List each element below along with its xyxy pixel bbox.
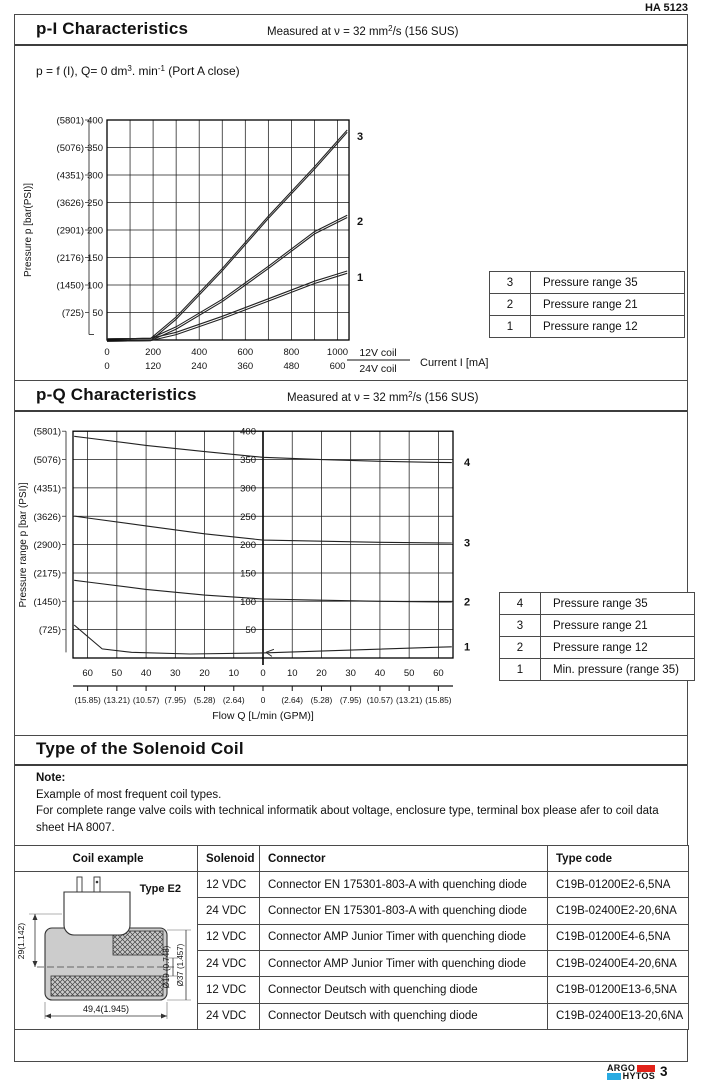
connector-pin (94, 877, 100, 892)
x-tick-24v: 360 (237, 361, 254, 372)
type-code-cell: C19B-02400E13-20,6NA (548, 1003, 689, 1029)
x-tick-12v: 1000 (326, 347, 349, 358)
dim-height-label: 29(1.142) (16, 922, 26, 960)
x-tick-lmin: 50 (403, 668, 415, 679)
note-line: Example of most frequent coil types. (36, 788, 222, 801)
x-tick-lmin: 60 (82, 668, 93, 679)
legend-row (490, 294, 685, 316)
coil-12v-label: 12V coil (359, 347, 397, 359)
legend-curve-number: 2 (500, 637, 541, 659)
x-tick-12v: 800 (283, 347, 300, 358)
psi-tick-label: (4351) (33, 483, 61, 495)
x-tick-12v: 600 (237, 347, 254, 358)
curve-label-2: 2 (464, 596, 471, 609)
legend-curve-label: Pressure range 35 (541, 593, 695, 615)
psi-tick-label: (1450) (56, 280, 84, 292)
curve-label-3: 3 (357, 131, 364, 144)
legend-curve-number: 3 (490, 272, 531, 294)
x-tick-gpm: (10.57) (366, 695, 394, 705)
p-i-chart (20, 110, 515, 382)
p-i-legend (489, 271, 685, 338)
x-tick-lmin: 50 (111, 668, 123, 679)
x-tick-lmin: 20 (199, 668, 210, 679)
tick-label: 50 (245, 625, 256, 637)
x-tick-12v: 0 (104, 347, 110, 358)
note-line: For complete range valve coils with technical informatik about voltage, enclosure type, terminal box please afer to coil data sheet HA 8007. (36, 805, 659, 834)
coil-table-header: Coil example (15, 846, 198, 872)
solenoid-cell: 24 VDC (198, 898, 260, 924)
tick-label: 200 (240, 540, 256, 552)
solenoid-cell: 12 VDC (198, 872, 260, 898)
psi-tick-label: (3626) (56, 198, 84, 209)
tick-label: 300 (240, 483, 256, 495)
psi-tick-label: (2176) (56, 253, 84, 264)
legend-row (500, 593, 695, 615)
tick-label: 150 (240, 568, 256, 580)
x-tick-gpm: (13.21) (103, 695, 130, 705)
psi-tick-label: (5801) (56, 115, 84, 127)
measured-text: /s (156 SUS) (412, 392, 479, 404)
psi-tick-label: (725) (38, 625, 61, 637)
curve-1 (107, 271, 347, 339)
x-tick-gpm: (2.64) (222, 695, 245, 705)
tick-label: 200 (87, 225, 103, 237)
psi-tick-label: (725) (61, 308, 84, 319)
logo-blue-block (607, 1073, 621, 1080)
legend-curve-label: Pressure range 12 (541, 637, 695, 659)
measured-sup: 2 (388, 24, 393, 33)
dim-d37-label: Ø37 (1.457) (176, 943, 185, 987)
section-header-pq (15, 380, 687, 412)
connector-pin-dot (96, 881, 99, 884)
measured-note-pi (267, 24, 458, 38)
x-tick-12v: 400 (191, 347, 208, 358)
curve-label-3: 3 (464, 537, 471, 550)
x-tick-24v: 480 (283, 361, 300, 372)
type-code-cell: C19B-02400E2-20,6NA (548, 898, 689, 924)
x-tick-gpm: 0 (260, 695, 266, 705)
connector-cell: Connector Deutsch with quenching diode (260, 977, 548, 1003)
section-header-pi (15, 14, 687, 46)
note-block (36, 770, 672, 836)
measured-text: Measured at ν = 32 mm (267, 26, 389, 38)
coil-table-row (15, 872, 689, 898)
legend-curve-label: Pressure range 21 (541, 615, 695, 637)
tick-label: 150 (87, 253, 103, 264)
psi-tick-label: (1450) (33, 596, 61, 608)
tick-label: 400 (87, 115, 103, 127)
connector-cell: Connector Deutsch with quenching diode (260, 1003, 548, 1029)
coil-table-header: Connector (260, 846, 548, 872)
x-tick-lmin: 10 (286, 668, 298, 679)
coil-24v-label: 24V coil (359, 363, 397, 375)
psi-tick-label: (5076) (33, 455, 61, 467)
x-axis-title: Flow Q [L/min (GPM)] (212, 710, 314, 722)
formula-text: (Port A close) (164, 64, 240, 78)
p-q-chart (14, 418, 504, 728)
legend-row (500, 615, 695, 637)
legend-curve-number: 4 (500, 593, 541, 615)
curve-label-4: 4 (464, 457, 471, 470)
x-axis-title: Current I [mA] (420, 357, 489, 369)
type-code-cell: C19B-02400E4-20,6NA (548, 950, 689, 976)
solenoid-cell: 24 VDC (198, 1003, 260, 1029)
section-title-pq: p-Q Characteristics (36, 385, 197, 404)
x-tick-gpm: (13.21) (396, 695, 423, 705)
x-tick-12v: 200 (145, 347, 162, 358)
psi-tick-label: (2901) (56, 225, 84, 237)
x-tick-lmin: 20 (316, 668, 327, 679)
logo-word-hytos: HYTOS (622, 1071, 655, 1081)
tick-label: 50 (92, 308, 103, 319)
tick-label: 350 (240, 455, 256, 467)
note-label: Note: (36, 772, 66, 784)
doc-number: HA 5123 (644, 2, 688, 14)
x-tick-24v: 600 (329, 361, 346, 372)
formula-text: . min (131, 64, 158, 78)
coil-table-header: Solenoid (198, 846, 260, 872)
curve-2-double (107, 218, 347, 342)
curve-1-double (107, 273, 347, 341)
tick-label: 250 (87, 198, 103, 209)
page-number: 3 (660, 1064, 668, 1079)
dim-width-label: 49,4(1.945) (82, 1004, 130, 1014)
x-tick-gpm: (15.85) (425, 695, 452, 705)
section-title-pi: p-I Characteristics (36, 19, 189, 38)
curve-label-1: 1 (464, 641, 471, 654)
formula-sup: 3 (127, 64, 132, 73)
legend-curve-label: Min. pressure (range 35) (541, 659, 695, 681)
x-tick-lmin: 0 (260, 668, 266, 679)
coil-table (14, 845, 689, 1030)
psi-tick-label: (2900) (33, 540, 61, 552)
dim-d19-label: Ø19 (0.748) (162, 945, 171, 989)
p-q-legend (499, 592, 695, 681)
measured-text: /s (156 SUS) (392, 26, 459, 38)
tick-label: 100 (240, 596, 256, 608)
x-tick-lmin: 30 (170, 668, 181, 679)
psi-tick-label: (4351) (56, 170, 84, 182)
measured-sup: 2 (408, 390, 413, 399)
coil-drawing (15, 872, 198, 1026)
argo-hytos-logo (607, 1064, 655, 1080)
formula-text: p = f (I), Q= 0 dm (36, 64, 128, 78)
legend-curve-label: Pressure range 21 (531, 294, 685, 316)
legend-curve-label: Pressure range 12 (531, 316, 685, 338)
section-title-coil: Type of the Solenoid Coil (36, 739, 244, 758)
x-tick-gpm: (7.95) (339, 695, 362, 705)
tick-label: 250 (240, 511, 256, 523)
legend-curve-number: 1 (490, 316, 531, 338)
logo-word-argo: ARGO (607, 1063, 636, 1073)
x-tick-lmin: 40 (374, 668, 386, 679)
tick-label: 300 (87, 170, 103, 182)
x-tick-lmin: 60 (433, 668, 444, 679)
legend-curve-number: 2 (490, 294, 531, 316)
section-header-coil (15, 735, 687, 766)
x-tick-gpm: (7.95) (164, 695, 187, 705)
x-tick-24v: 240 (191, 361, 208, 372)
type-code-cell: C19B-01200E4-6,5NA (548, 924, 689, 950)
psi-tick-label: (3626) (33, 511, 61, 523)
type-code-cell: C19B-01200E2-6,5NA (548, 872, 689, 898)
solenoid-cell: 12 VDC (198, 977, 260, 1003)
curve-label-2: 2 (357, 216, 364, 229)
x-tick-gpm: (2.64) (281, 695, 304, 705)
x-tick-lmin: 40 (140, 668, 152, 679)
connector-pin (77, 877, 82, 892)
coil-table-header-row (15, 846, 689, 872)
connector-body (64, 892, 130, 935)
curve-label-1: 1 (357, 271, 364, 284)
legend-row (500, 659, 695, 681)
coil-table-header: Type code (548, 846, 689, 872)
y-axis-title: Pressure range p [bar (PSI)] (18, 482, 29, 608)
x-tick-lmin: 10 (228, 668, 240, 679)
type-code-cell: C19B-01200E13-6,5NA (548, 977, 689, 1003)
tick-label: 400 (240, 426, 256, 438)
legend-row (490, 272, 685, 294)
connector-cell: Connector EN 175301-803-A with quenching diode (260, 872, 548, 898)
x-tick-gpm: (5.28) (193, 695, 216, 705)
legend-row (490, 316, 685, 338)
legend-curve-number: 1 (500, 659, 541, 681)
connector-cell: Connector AMP Junior Timer with quenching diode (260, 924, 548, 950)
legend-curve-number: 3 (500, 615, 541, 637)
psi-tick-label: (5801) (33, 426, 61, 438)
solenoid-cell: 12 VDC (198, 924, 260, 950)
psi-tick-label: (5076) (56, 143, 84, 154)
x-tick-gpm: (5.28) (310, 695, 333, 705)
solenoid-cell: 24 VDC (198, 950, 260, 976)
formula (36, 64, 240, 78)
x-tick-gpm: (10.57) (132, 695, 160, 705)
legend-row (500, 637, 695, 659)
legend-curve-label: Pressure range 35 (531, 272, 685, 294)
coil-example-cell (15, 872, 198, 1030)
formula-sup: -1 (157, 64, 165, 73)
coil-type-label: Type E2 (139, 883, 181, 895)
curve-2 (107, 215, 347, 339)
measured-text: Measured at ν = 32 mm (287, 392, 409, 404)
x-tick-24v: 0 (104, 361, 110, 372)
psi-tick-label: (2175) (33, 568, 61, 580)
x-tick-gpm: (15.85) (74, 695, 101, 705)
x-tick-lmin: 30 (345, 668, 356, 679)
measured-note-pq (287, 390, 478, 404)
tick-label: 350 (87, 143, 103, 154)
y-axis-title: Pressure p [bar(PSI)] (23, 183, 34, 277)
connector-cell: Connector AMP Junior Timer with quenching diode (260, 950, 548, 976)
x-tick-24v: 120 (145, 361, 162, 372)
coil-winding-bottom (51, 976, 163, 996)
tick-label: 100 (87, 280, 103, 292)
connector-cell: Connector EN 175301-803-A with quenching diode (260, 898, 548, 924)
